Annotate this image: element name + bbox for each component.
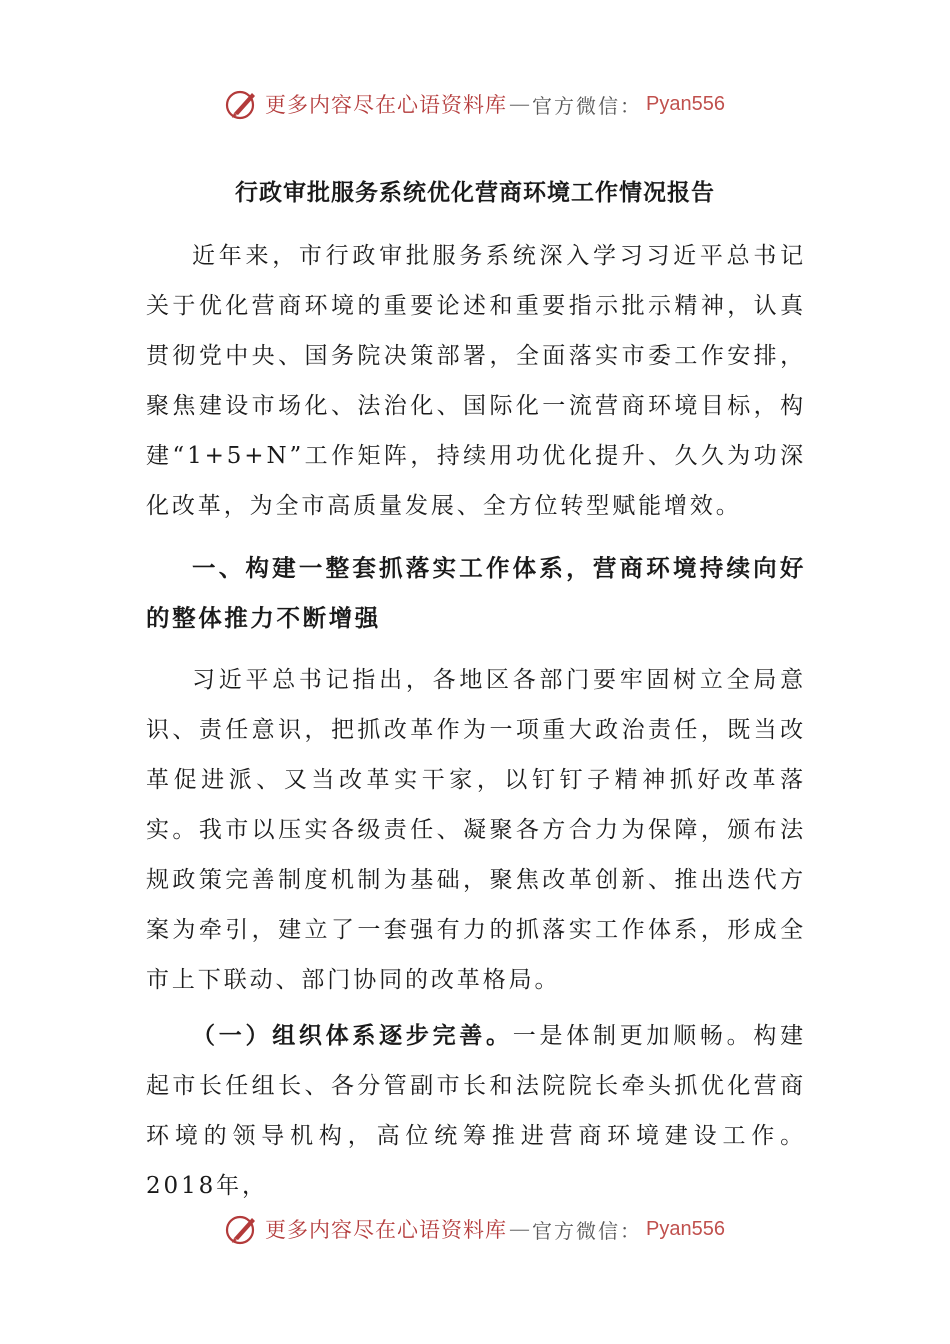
document-title: 行政审批服务系统优化营商环境工作情况报告	[235, 179, 715, 206]
quill-pen-logo-icon	[225, 87, 259, 121]
banner-wechat-label: 官方微信	[532, 1218, 621, 1243]
banner-wechat-id: Pyan556	[646, 1217, 725, 1240]
banner-wechat-id: Pyan556	[646, 92, 725, 115]
banner-colon: ：	[620, 1218, 641, 1243]
quill-pen-logo-icon	[225, 1212, 259, 1246]
document-body	[146, 231, 806, 1211]
subsection-lead: （一）组织体系逐步完善。	[192, 1022, 513, 1049]
intro-paragraph: 近年来，市行政审批服务系统深入学习习近平总书记关于优化营商环境的重要论述和重要指示批示精神，认真贯彻党中央、国务院决策部署，全面落实市委工作安排，聚焦建设市场化、法治化、国际化一流营商环境目标，构建“1+5+N”工作矩阵，持续用功优化提升、久久为功深化改革，为全市高质量发展、全方位转型赋能增效。	[146, 243, 806, 519]
section-paragraph: 习近平总书记指出，各地区各部门要牢固树立全局意识、责任意识，把抓改革作为一项重大政治责任，既当改革促进派、又当改革实干家，以钉钉子精神抓好改革落实。我市以压实各级责任、凝聚各方合力为保障，颁布法规政策完善制度机制为基础，聚焦改革创新、推出迭代方案为牵引，建立了一套强有力的抓落实工作体系，形成全市上下联动、部门协同的改革格局。	[146, 667, 806, 993]
subsection-paragraph	[146, 1011, 806, 1211]
subsection-text: 一是体制更加顺畅。构建起市长任组长、各分管副市长和法院院长牵头抓优化营商环境的领导机构，高位统筹推进营商环境建设工作。2018年，	[146, 1023, 806, 1199]
header-watermark-banner	[0, 82, 950, 126]
banner-wechat-label: 官方微信	[532, 93, 621, 118]
section-heading: 一、构建一整套抓落实工作体系，营商环境持续向好的整体推力不断增强	[146, 554, 806, 632]
banner-colon: ：	[620, 93, 641, 118]
footer-watermark-banner	[0, 1207, 950, 1251]
banner-separator: —	[509, 1217, 531, 1241]
banner-separator: —	[509, 92, 531, 116]
banner-text: 更多内容尽在心语资料库	[265, 93, 508, 117]
banner-text: 更多内容尽在心语资料库	[265, 1218, 508, 1242]
